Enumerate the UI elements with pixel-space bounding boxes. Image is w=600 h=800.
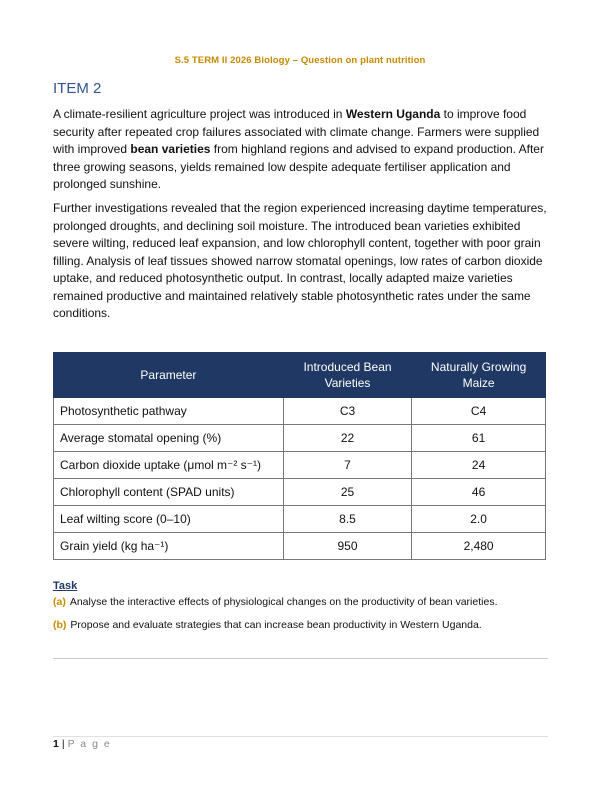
footer-divider bbox=[53, 736, 548, 737]
task-item-a bbox=[53, 596, 553, 608]
page-label: P a g e bbox=[67, 738, 112, 750]
task-text-a: Analyse the interactive effects of physiological changes on the productivity of bean varieties. bbox=[69, 596, 498, 608]
table-cell-bean: C3 bbox=[283, 398, 411, 425]
table-cell-bean: 7 bbox=[283, 452, 411, 479]
table-row bbox=[54, 506, 546, 533]
table-cell-bean: 25 bbox=[283, 479, 411, 506]
table-header-row bbox=[54, 353, 546, 398]
table-cell-parameter: Photosynthetic pathway bbox=[54, 398, 284, 425]
content-divider bbox=[53, 658, 548, 659]
table-cell-bean: 8.5 bbox=[283, 506, 411, 533]
intro-text-2: to improve food security after repeated crop failures associated with climate change. Farmers were supplied with improved bbox=[53, 107, 540, 156]
intro-text-1: A climate-resilient agriculture project was introduced in bbox=[53, 107, 346, 121]
page-number: 1 bbox=[53, 738, 59, 750]
task-item-b bbox=[53, 619, 553, 631]
table-cell-maize: 2.0 bbox=[412, 506, 546, 533]
table-row bbox=[54, 425, 546, 452]
intro-bold-bean-varieties: bean varieties bbox=[130, 142, 211, 156]
table-cell-parameter: Grain yield (kg ha⁻¹) bbox=[54, 533, 284, 560]
table-cell-bean: 22 bbox=[283, 425, 411, 452]
table-header-cell: Naturally Growing Maize bbox=[412, 353, 546, 398]
page-footer bbox=[53, 738, 111, 750]
task-letter-a: (a) bbox=[53, 596, 66, 608]
table-cell-maize: C4 bbox=[412, 398, 546, 425]
table-cell-parameter: Leaf wilting score (0–10) bbox=[54, 506, 284, 533]
intro-paragraph bbox=[53, 106, 553, 194]
table-row bbox=[54, 452, 546, 479]
table-cell-maize: 24 bbox=[412, 452, 546, 479]
intro-bold-western-uganda: Western Uganda bbox=[345, 107, 441, 121]
table-cell-maize: 2,480 bbox=[412, 533, 546, 560]
page-header: S.5 TERM II 2026 Biology – Question on plant nutrition bbox=[174, 55, 426, 66]
table-cell-parameter: Chlorophyll content (SPAD units) bbox=[54, 479, 284, 506]
intro-text-3: from highland regions and advised to expand production. After three growing seasons, yields remained low despite adequate fertiliser application and prolonged sunshine. bbox=[53, 142, 544, 191]
task-heading: Task bbox=[53, 580, 78, 592]
task-text-b: Propose and evaluate strategies that can increase bean productivity in Western Uganda. bbox=[70, 619, 482, 631]
comparison-table bbox=[53, 352, 546, 560]
table-cell-maize: 61 bbox=[412, 425, 546, 452]
data-table-container bbox=[53, 352, 546, 560]
task-letter-b: (b) bbox=[53, 619, 67, 631]
table-row bbox=[54, 398, 546, 425]
table-cell-bean: 950 bbox=[283, 533, 411, 560]
table-cell-parameter: Average stomatal opening (%) bbox=[54, 425, 284, 452]
footer-separator: | bbox=[61, 738, 65, 750]
table-cell-maize: 46 bbox=[412, 479, 546, 506]
table-row bbox=[54, 479, 546, 506]
investigation-paragraph: Further investigations revealed that the region experienced increasing daytime temperatures, prolonged droughts, and declining soil moisture. The introduced bean varieties exhibited severe wilting, reduced leaf expansion, and low chlorophyll content, together with poor grain filling. Analysis of leaf tissues showed narrow stomatal openings, low rates of carbon dioxide uptake, and reduced photosynthetic output. In contrast, locally adapted maize varieties remained productive and maintained relatively stable photosynthetic rates under the same conditions. bbox=[53, 201, 547, 320]
table-header-cell: Parameter bbox=[54, 353, 284, 398]
item-title: ITEM 2 bbox=[53, 80, 102, 97]
table-row bbox=[54, 533, 546, 560]
table-header-cell: Introduced Bean Varieties bbox=[283, 353, 411, 398]
table-cell-parameter: Carbon dioxide uptake (μmol m⁻² s⁻¹) bbox=[54, 452, 284, 479]
